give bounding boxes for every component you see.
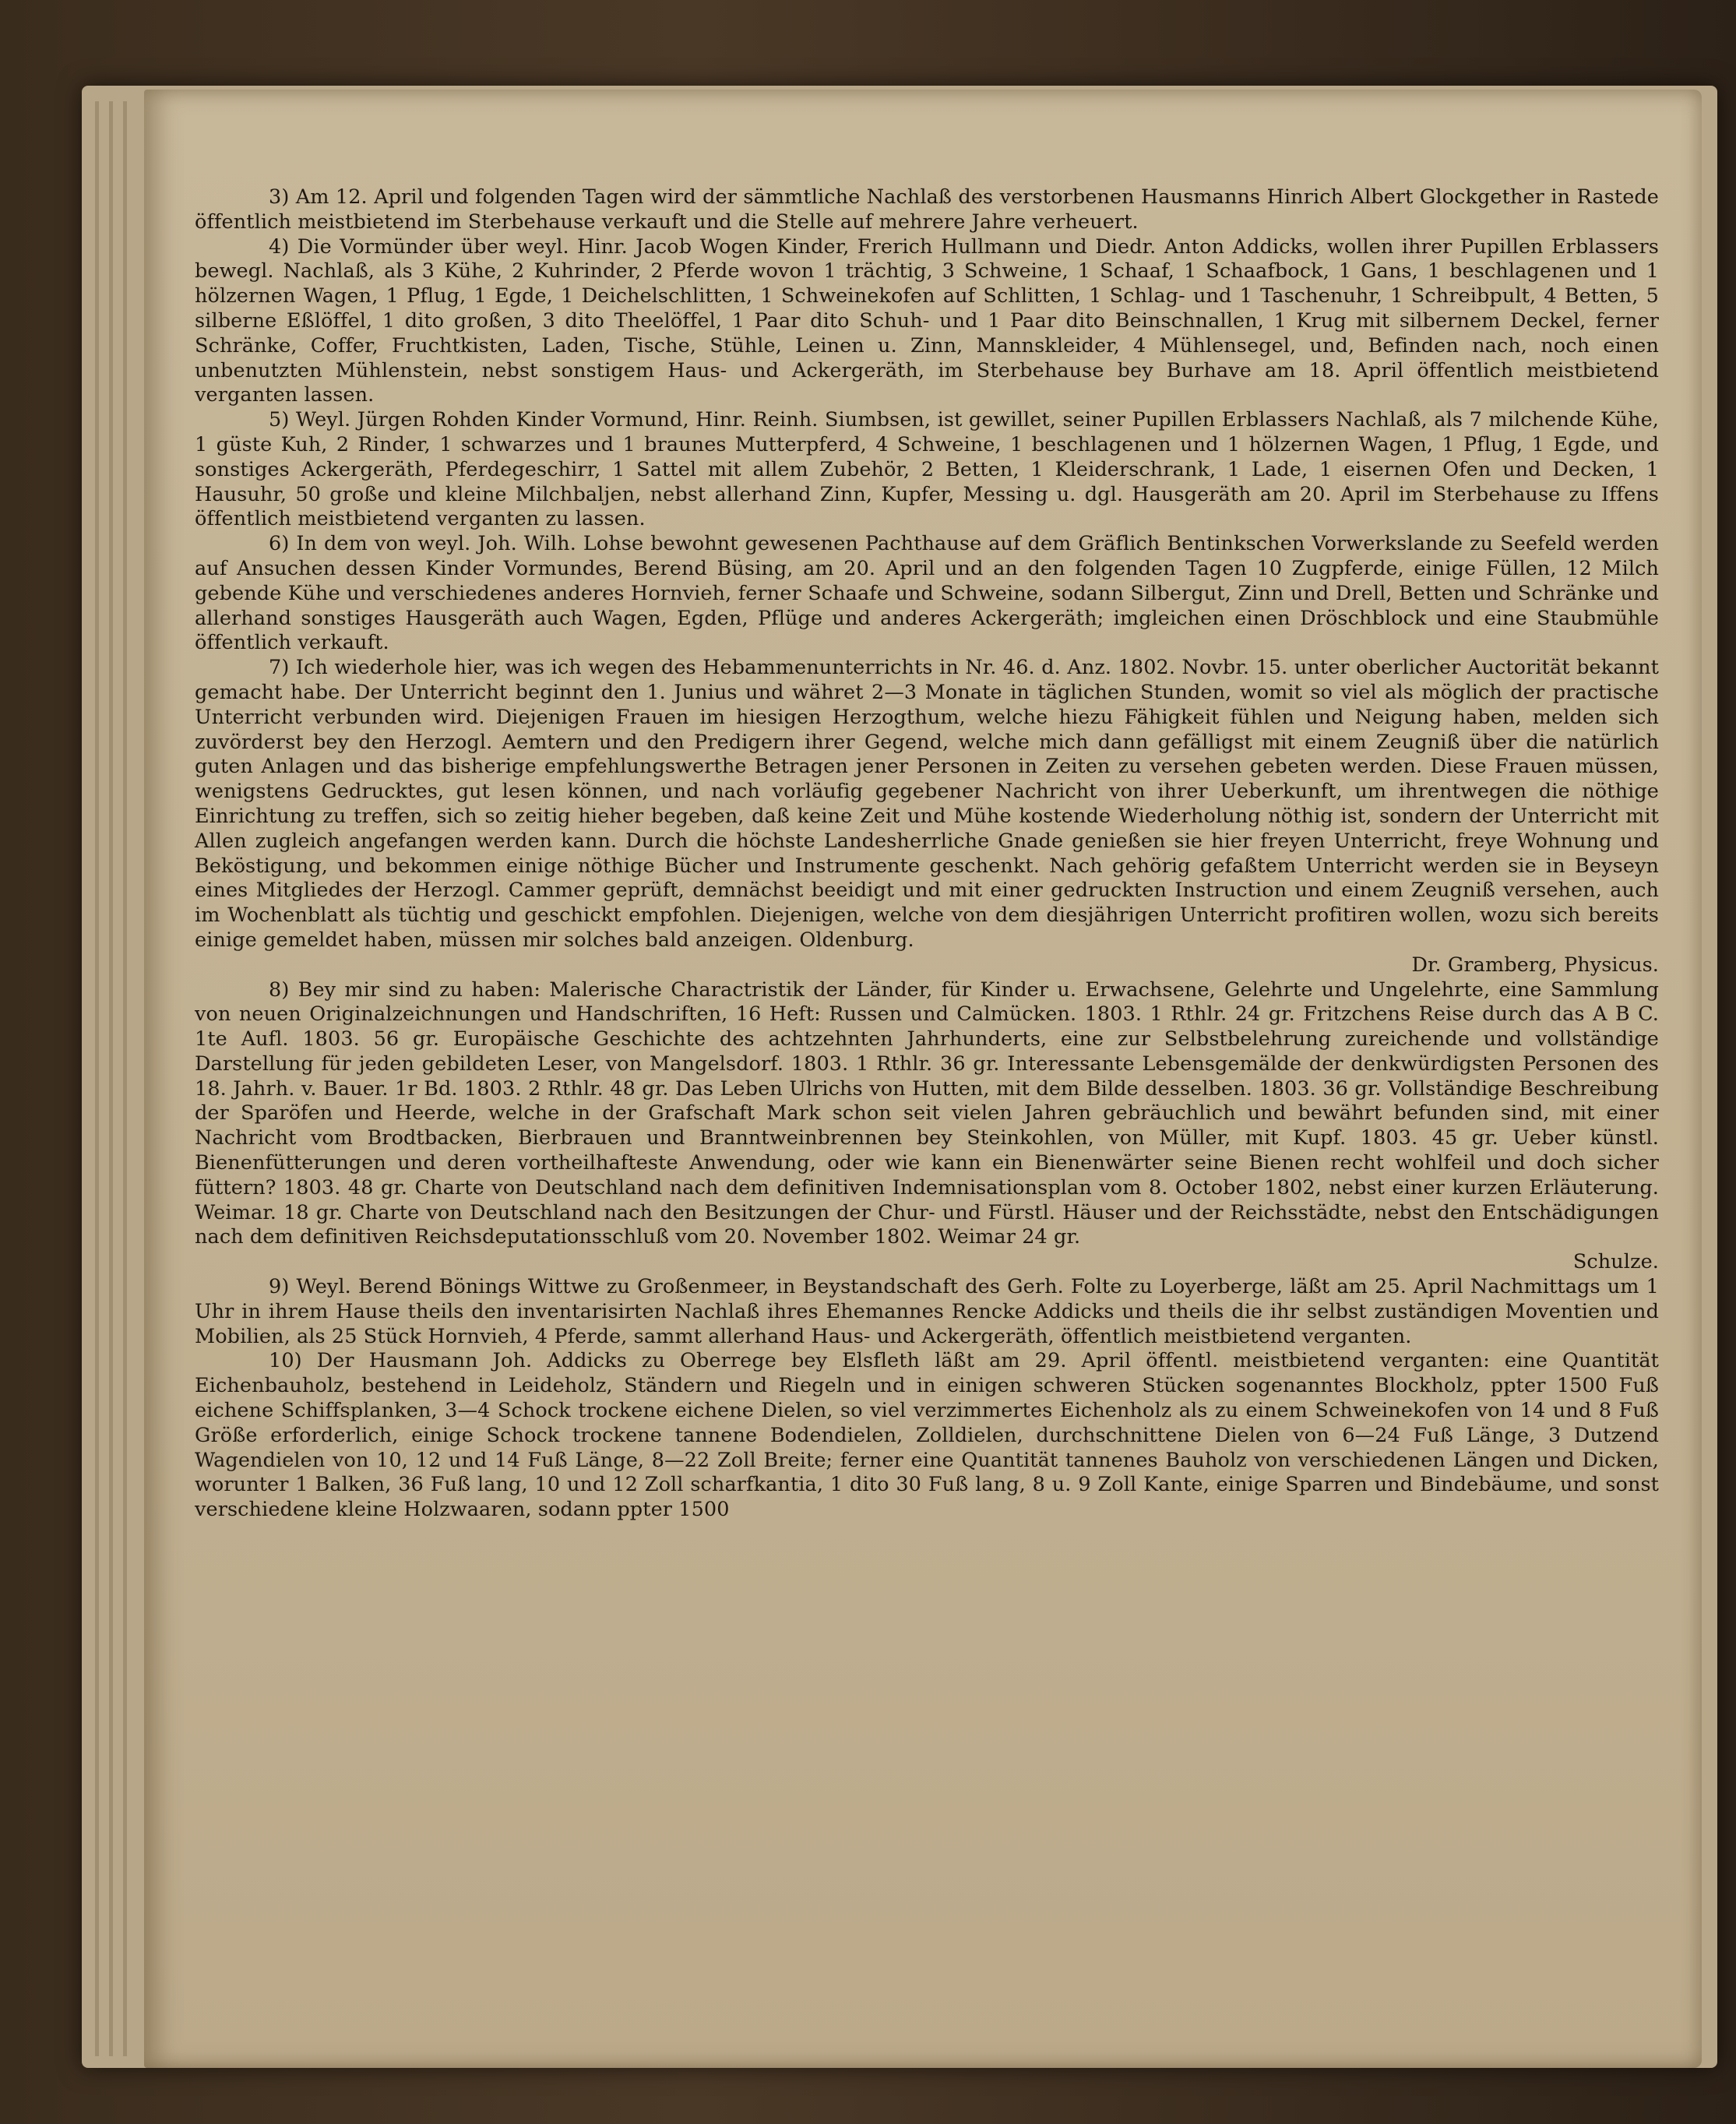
signature-schulze: Schulze. (1572, 1250, 1659, 1274)
signature-line-2 (195, 1250, 1659, 1275)
page-edge-line (123, 101, 127, 2056)
paragraph-7: 7) Ich wiederhole hier, was ich wegen des Hebammenunterrichts in Nr. 46. d. Anz. 1802. Novbr. 15. unter oberlicher Auctorität bekannt gemacht habe. Der Unterricht beginnt den 1. Junius und währet 2—3 Monate in täglichen Stunden, womit so viel als möglich der practische Unterricht verbunden wird. Diejenigen Frauen im hiesigen Herzogthum, welche hiezu Fähigkeit fühlen und Neigung haben, melden sich zuvörderst bey den Herzogl. Aemtern und den Predigern ihrer Gegend, welche mich dann gefälligst mit einem Zeugniß über die natürlich guten Anlagen und das bisherige empfehlungswerthe Betragen jener Personen in Zeiten zu versehen gebeten werden. Diese Frauen müssen, wenigstens Gedrucktes, gut lesen können, und nach vorläufig gegebener Nachricht von ihrer Ueberkunft, um ihrentwegen die nöthige Einrichtung zu treffen, sich so zeitig hieher begeben, daß keine Zeit und Mühe kostende Wiederholung nöthig ist, sondern der Unterricht mit Allen zugleich angefangen werden kann. Durch die höchste Landesherrliche Gnade genießen sie hier freyen Unterricht, freye Wohnung und Beköstigung, und bekommen einige nöthige Bücher und Instrumente geschenkt. Nach gehörig gefaßtem Unterricht werden sie in Beyseyn eines Mitgliedes der Herzogl. Cammer geprüft, demnächst beeidigt und mit einer gedruckten Instruction und einem Zeugniß versehen, auch im Wochenblatt als tüchtig und geschickt empfohlen. Diejenigen, welche von dem diesjährigen Unterricht profitiren wollen, wozu sich bereits einige gemeldet haben, müssen mir solches bald anzeigen. Oldenburg. (195, 656, 1659, 952)
paragraph-8: 8) Bey mir sind zu haben: Malerische Charactristik der Länder, für Kinder u. Erwachsene, Gelehrte und Ungelehrte, eine Sammlung von neuen Originalzeichnungen und Handschriften, 16 Heft: Russen und Calmücken. 1803. 1 Rthlr. 24 gr. Fritzchens Reise durch das A B C. 1te Aufl. 1803. 56 gr. Europäische Geschichte des achtzehnten Jahrhunderts, eine zur Selbstbelehrung zureichende und vollständige Darstellung für jeden gebildeten Leser, von Mangelsdorf. 1803. 1 Rthlr. 36 gr. Interessante Lebensgemälde der denkwürdigsten Personen des 18. Jahrh. v. Bauer. 1r Bd. 1803. 2 Rthlr. 48 gr. Das Leben Ulrichs von Hutten, mit dem Bilde desselben. 1803. 36 gr. Vollständige Beschreibung der Sparöfen und Heerde, welche in der Grafschaft Mark schon seit vielen Jahren gebräuchlich und bewährt befunden sind, mit einer Nachricht vom Brodtbacken, Bierbrauen und Branntweinbrennen bey Steinkohlen, von Müller, mit Kupf. 1803. 45 gr. Ueber künstl. Bienenfütterungen und deren vortheilhafteste Anwendung, oder wie kann ein Bienenwärter seine Bienen recht wohlfeil und doch sicher füttern? 1803. 48 gr. Charte von Deutschland nach dem definitiven Indemnisationsplan vom 8. October 1802, nebst einer kurzen Erläuterung. Weimar. 18 gr. Charte von Deutschland nach den Besitzungen der Chur- und Fürstl. Häuser und der Reichsstädte, nebst den Entschädigungen nach dem definitiven Reichsdeputationsschluß vom 20. November 1802. Weimar 24 gr. (195, 977, 1659, 1249)
paragraph-4: 4) Die Vormünder über weyl. Hinr. Jacob Wogen Kinder, Frerich Hullmann und Diedr. Anton Addicks, wollen ihrer Pupillen Erblassers bewegl. Nachlaß, als 3 Kühe, 2 Kuhrinder, 2 Pferde wovon 1 trächtig, 3 Schweine, 1 Schaaf, 1 Schaafbock, 1 Gans, 1 beschlagenen und 1 hölzernen Wagen, 1 Pflug, 1 Egde, 1 Deichelschlitten, 1 Schweinekofen auf Schlitten, 1 Schlag- und 1 Taschenuhr, 1 Schreibpult, 4 Betten, 5 silberne Eßlöffel, 1 dito großen, 3 dito Theelöffel, 1 Paar dito Schuh- und 1 Paar dito Beinschnallen, 1 Krug mit silbernem Deckel, ferner Schränke, Coffer, Fruchtkisten, Laden, Tische, Stühle, Leinen u. Zinn, Mannskleider, 4 Mühlensegel, und, Befinden nach, noch einen unbenutzten Mühlenstein, nebst sonstigem Haus- und Ackergeräth, im Sterbehause bey Burhave am 18. April öffentlich meistbietend verganten lassen. (195, 234, 1659, 407)
paragraph-9: 9) Weyl. Berend Bönings Wittwe zu Großenmeer, in Beystandschaft des Gerh. Folte zu Loyerberge, läßt am 25. April Nachmittags um 1 Uhr in ihrem Hause theils den inventarisirten Nachlaß ihres Ehemannes Rencke Addicks und theils die ihr selbst zuständigen Moventien und Mobilien, als 25 Stück Hornvieh, 4 Pferde, sammt allerhand Haus- und Ackergeräth, öffentlich meistbietend verganten. (195, 1275, 1659, 1348)
paragraph-6: 6) In dem von weyl. Joh. Wilh. Lohse bewohnt gewesenen Pachthause auf dem Gräflich Bentinkschen Vorwerkslande zu Seefeld werden auf Ansuchen dessen Kinder Vormundes, Berend Büsing, am 20. April und an den folgenden Tagen 10 Zugpferde, einige Füllen, 12 Milch gebende Kühe und verschiedenes anderes Hornvieh, ferner Schaafe und Schweine, sodann Silbergut, Zinn und Drell, Betten und Schränke und allerhand sonstiges Hausgeräth auch Wagen, Egden, Pflüge und anderes Ackergeräth; imgleichen einen Dröschblock und eine Staubmühle öffentlich verkauft. (195, 532, 1659, 655)
paragraph-10: 10) Der Hausmann Joh. Addicks zu Oberrege bey Elsfleth läßt am 29. April öffentl. meistbietend verganten: eine Quantität Eichenbauholz, bestehend in Leideholz, Ständern und Riegeln und in einigen schweren Stücken sogenanntes Blockholz, ppter 1500 Fuß eichene Schiffsplanken, 3—4 Schock trockene eichene Dielen, so viel verzimmertes Eichenholz als zu einem Schweinekofen von 14 und 8 Fuß Größe erforderlich, einige Schock trockene tannene Bodendielen, Zolldielen, durchschnittene Dielen von 6—24 Fuß Länge, 3 Dutzend Wagendielen von 10, 12 und 14 Fuß Länge, 8—22 Zoll Breite; ferner eine Quantität tannenes Bauholz von verschiedenen Längen und Dicken, worunter 1 Balken, 36 Fuß lang, 10 und 12 Zoll scharfkantia, 1 dito 30 Fuß lang, 8 u. 9 Zoll Kante, einige Sparren und Bindebäume, und sonst verschiedene kleine Holzwaaren, sodann ppter 1500 (195, 1349, 1659, 1522)
signature-line-1 (195, 953, 1659, 978)
document-text (195, 185, 1659, 1523)
paragraph-3: 3) Am 12. April und folgenden Tagen wird der sämmtliche Nachlaß des verstorbenen Hausmanns Hinrich Albert Glockgether in Rastede öffentlich meistbietend im Sterbehause verkauft und die Stelle auf mehrere Jahre verheuert. (195, 185, 1659, 234)
signature-gramberg: Dr. Gramberg, Physicus. (1411, 953, 1659, 977)
paragraph-5: 5) Weyl. Jürgen Rohden Kinder Vormund, Hinr. Reinh. Siumbsen, ist gewillet, seiner Pupillen Erblassers Nachlaß, als 7 milchende Kühe, 1 güste Kuh, 2 Rinder, 1 schwarzes und 1 braunes Mutterpferd, 4 Schweine, 1 beschlagenen und 1 hölzernen Wagen, 1 Pflug, 1 Egde, und sonstiges Ackergeräth, Pferdegeschirr, 1 Sattel mit allem Zubehör, 2 Betten, 1 Kleiderschrank, 1 Lade, 1 eisernen Ofen und Decken, 1 Hausuhr, 50 große und kleine Milchbaljen, nebst allerhand Zinn, Kupfer, Messing u. dgl. Hausgeräth am 20. April im Sterbehause zu Iffens öffentlich meistbietend verganten zu lassen. (195, 408, 1659, 531)
page-edge-line (109, 101, 113, 2056)
page-edge-line (95, 101, 99, 2056)
